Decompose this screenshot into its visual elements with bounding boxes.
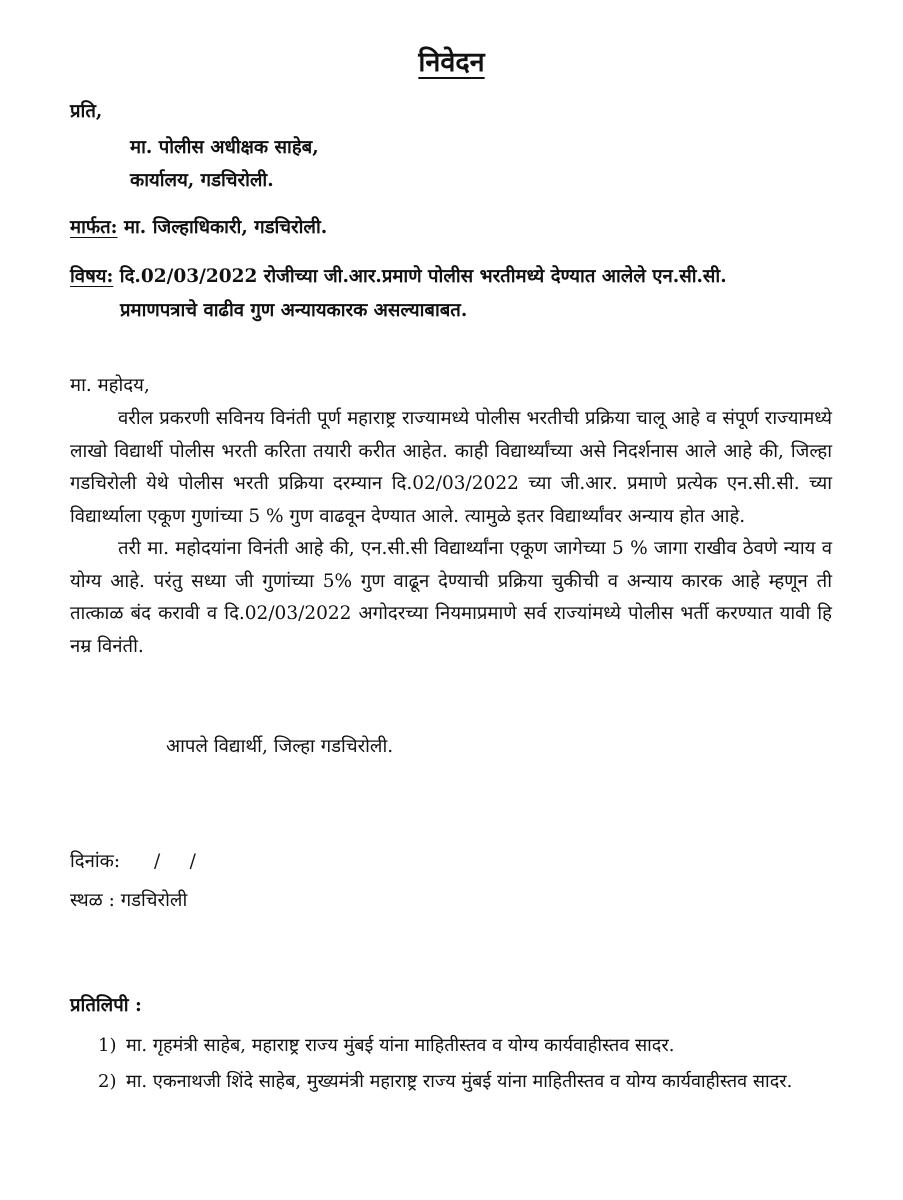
subject-line-1 — [70, 263, 727, 288]
cc-item-number: 2) — [98, 1071, 117, 1092]
via-label: मार्फत: — [70, 217, 118, 238]
paragraph-2: तरी मा. महोदयांना विनंती आहे की, एन.सी.सी विद्यार्थ्यांना एकूण जागेच्या 5 % जागा राखीव ठेवणे न्याय व योग्य आहे. परंतु सध्या जी गुणांच्या 5% गुण वाढून देण्याची प्रक्रिया चुकीची व अन्याय कारक आहे म्हणून ती तात्काळ बंद करावी व दि.02/03/2022 अगोदरच्या नियमाप्रमाणे सर्व राज्यांमध्ये पोलीस भर्ती करण्यात यावी हि नम्र विनंती. — [70, 538, 832, 657]
subject-label: विषय: — [70, 266, 114, 287]
cc-item-text: मा. गृहमंत्री साहेब, महाराष्ट्र राज्य मुंबई यांना माहितीस्तव व योग्य कार्यवाहीस्तव सादर. — [126, 1035, 675, 1056]
cc-item — [70, 1066, 832, 1098]
cc-item-text: मा. एकनाथजी शिंदे साहेब, मुख्यमंत्री महाराष्ट्र राज्य मुंबई यांना माहितीस्तव व योग्य कार्यवाहीस्तव सादर. — [126, 1071, 793, 1092]
paragraph-1: वरील प्रकरणी सविनय विनंती पूर्ण महाराष्ट्र राज्यामध्ये पोलीस भरतीची प्रक्रिया चालू आहे व संपूर्ण राज्यामध्ये लाखो विद्यार्थी पोलीस भरती करिता तयारी करीत आहेत. काही विद्यार्थ्यांच्या असे निदर्शनास आले आहे की, जिल्हा गडचिरोली येथे पोलीस भरती प्रक्रिया दरम्यान दि.02/03/2022 च्या जी.आर. प्रमाणे प्रत्येक एन.सी.सी. च्या विद्यार्थ्याला एकूण गुणांच्या 5 % गुण वाढवून देण्यात आले. त्यामुळे इतर विद्यार्थ्यांवर अन्याय होत आहे. — [70, 408, 832, 527]
subject-text-1: दि.02/03/2022 रोजीच्या जी.आर.प्रमाणे पोलीस भरतीमध्ये देण्यात आलेले एन.सी.सी. — [119, 266, 727, 287]
cc-label: प्रतिलिपी : — [70, 995, 142, 1016]
cc-item — [70, 1030, 832, 1062]
letter-body — [70, 403, 832, 663]
signoff: आपले विद्यार्थी, जिल्हा गडचिरोली. — [166, 736, 394, 757]
date-line — [70, 848, 196, 873]
document-title: निवेदन — [418, 47, 485, 78]
recipient-line-2: कार्यालय, गडचिरोली. — [130, 170, 274, 191]
recipient-line-1: मा. पोलीस अधीक्षक साहेब, — [130, 137, 319, 158]
subject-line-2: प्रमाणपत्राचे वाढीव गुण अन्यायकारक असल्याबाबत. — [120, 300, 468, 321]
place: स्थळ : गडचिरोली — [70, 890, 188, 911]
via-text: मा. जिल्हाधिकारी, गडचिरोली. — [123, 217, 328, 238]
recipient-label: प्रति, — [70, 101, 103, 122]
cc-list — [70, 1030, 832, 1098]
salutation: मा. महोदय, — [70, 375, 150, 396]
via-line — [70, 214, 327, 239]
date-value: / / — [154, 851, 196, 872]
cc-item-number: 1) — [98, 1035, 117, 1056]
date-label: दिनांक: — [70, 851, 121, 872]
